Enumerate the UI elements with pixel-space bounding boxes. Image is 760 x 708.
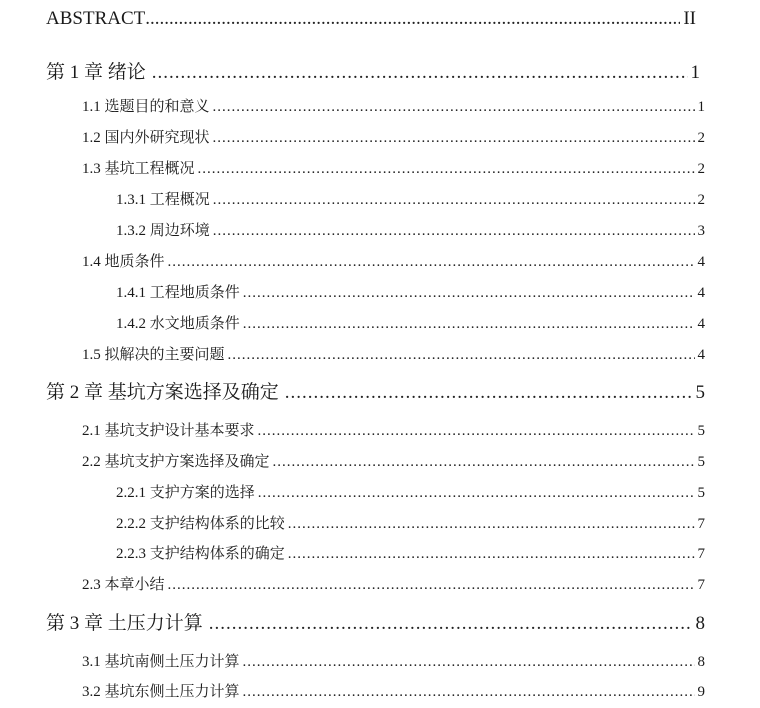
toc-page-number: 8 xyxy=(697,654,705,670)
leader-dots xyxy=(152,62,688,84)
toc-page-number: 2 xyxy=(697,192,705,208)
toc-entry-2-2-3[interactable] xyxy=(116,542,705,563)
toc-page-number: 7 xyxy=(697,577,705,593)
toc-page-number: 4 xyxy=(697,285,705,301)
toc-entry-label: 2.2.2 支护结构体系的比较 xyxy=(116,516,285,532)
toc-page-number: 2 xyxy=(697,161,705,177)
toc-entry-2-1[interactable] xyxy=(82,419,705,440)
leader-dots xyxy=(243,285,695,302)
toc-entry-1-3-2[interactable] xyxy=(116,219,705,240)
leader-dots xyxy=(285,382,693,404)
toc-entry-2-3[interactable] xyxy=(82,573,705,594)
toc-entry-2-2-1[interactable] xyxy=(116,481,705,502)
toc-page-number: 3 xyxy=(697,223,705,239)
toc-entry-label: 1.1 选题目的和意义 xyxy=(82,99,210,115)
leader-dots xyxy=(243,316,695,333)
toc-entry-1-3-1[interactable] xyxy=(116,188,705,209)
leader-dots xyxy=(288,516,695,533)
toc-entry-1-5[interactable] xyxy=(82,343,705,364)
toc-page-number: 5 xyxy=(697,485,705,501)
toc-page-number: 5 xyxy=(695,382,705,403)
toc-entry-label: ABSTRACT xyxy=(46,8,146,29)
toc-entry-label: 2.2.1 支护方案的选择 xyxy=(116,485,255,501)
toc-page-number: II xyxy=(683,8,696,29)
leader-dots xyxy=(273,454,695,471)
toc-page-number: 2 xyxy=(697,130,705,146)
leader-dots xyxy=(198,161,695,178)
toc-entry-1-4-1[interactable] xyxy=(116,281,705,302)
toc-entry-1-1[interactable] xyxy=(82,95,705,116)
toc-entry-label: 1.4 地质条件 xyxy=(82,254,165,270)
leader-dots xyxy=(258,485,695,502)
leader-dots xyxy=(145,8,680,30)
leader-dots xyxy=(288,546,695,563)
toc-page-number: 1 xyxy=(690,62,700,83)
toc-entry-label: 1.3.1 工程概况 xyxy=(116,192,210,208)
leader-dots xyxy=(243,654,695,671)
leader-dots xyxy=(213,192,695,209)
toc-page-number: 5 xyxy=(697,423,705,439)
toc-entry-label: 1.4.2 水文地质条件 xyxy=(116,316,240,332)
toc-page-number: 1 xyxy=(697,99,705,115)
toc-entry-chapter-1[interactable] xyxy=(46,57,700,84)
toc-entry-label: 1.3.2 周边环境 xyxy=(116,223,210,239)
toc-page-number: 5 xyxy=(697,454,705,470)
toc-page-number: 4 xyxy=(697,347,705,363)
toc-entry-1-3[interactable] xyxy=(82,157,705,178)
toc-entry-label: 2.2 基坑支护方案选择及确定 xyxy=(82,454,270,470)
leader-dots xyxy=(243,684,695,701)
toc-entry-label: 1.3 基坑工程概况 xyxy=(82,161,195,177)
toc-entry-3-1[interactable] xyxy=(82,650,705,671)
toc-entry-chapter-2[interactable] xyxy=(46,377,705,404)
toc-entry-label: 3.2 基坑东侧土压力计算 xyxy=(82,684,240,700)
toc-page-number: 4 xyxy=(697,254,705,270)
leader-dots xyxy=(213,130,695,147)
toc-entry-label: 第 3 章 土压力计算 xyxy=(46,613,203,634)
toc-entry-label: 2.3 本章小结 xyxy=(82,577,165,593)
toc-page-number: 4 xyxy=(697,316,705,332)
toc-entry-2-2[interactable] xyxy=(82,450,705,471)
leader-dots xyxy=(258,423,695,440)
toc-entry-label: 1.2 国内外研究现状 xyxy=(82,130,210,146)
toc-page-number: 7 xyxy=(697,516,705,532)
leader-dots xyxy=(168,254,695,271)
toc-entry-label: 1.4.1 工程地质条件 xyxy=(116,285,240,301)
toc-entry-2-2-2[interactable] xyxy=(116,512,705,533)
leader-dots xyxy=(228,347,695,364)
toc-entry-label: 第 1 章 绪论 xyxy=(46,62,146,83)
toc-entry-label: 第 2 章 基坑方案选择及确定 xyxy=(46,382,279,403)
toc-page-number: 8 xyxy=(695,613,705,634)
leader-dots xyxy=(209,613,693,635)
toc-entry-abstract[interactable] xyxy=(46,8,696,30)
toc-entry-1-4[interactable] xyxy=(82,250,705,271)
toc-entry-chapter-3[interactable] xyxy=(46,608,705,635)
toc-entry-label: 2.2.3 支护结构体系的确定 xyxy=(116,546,285,562)
leader-dots xyxy=(213,99,695,116)
leader-dots xyxy=(213,223,695,240)
leader-dots xyxy=(168,577,695,594)
toc-page-number: 7 xyxy=(697,546,705,562)
toc-entry-label: 1.5 拟解决的主要问题 xyxy=(82,347,225,363)
toc-entry-label: 2.1 基坑支护设计基本要求 xyxy=(82,423,255,439)
toc-entry-1-2[interactable] xyxy=(82,126,705,147)
toc-entry-1-4-2[interactable] xyxy=(116,312,705,333)
toc-entry-3-2[interactable] xyxy=(82,680,705,701)
toc-entry-label: 3.1 基坑南侧土压力计算 xyxy=(82,654,240,670)
toc-page-number: 9 xyxy=(697,684,705,700)
